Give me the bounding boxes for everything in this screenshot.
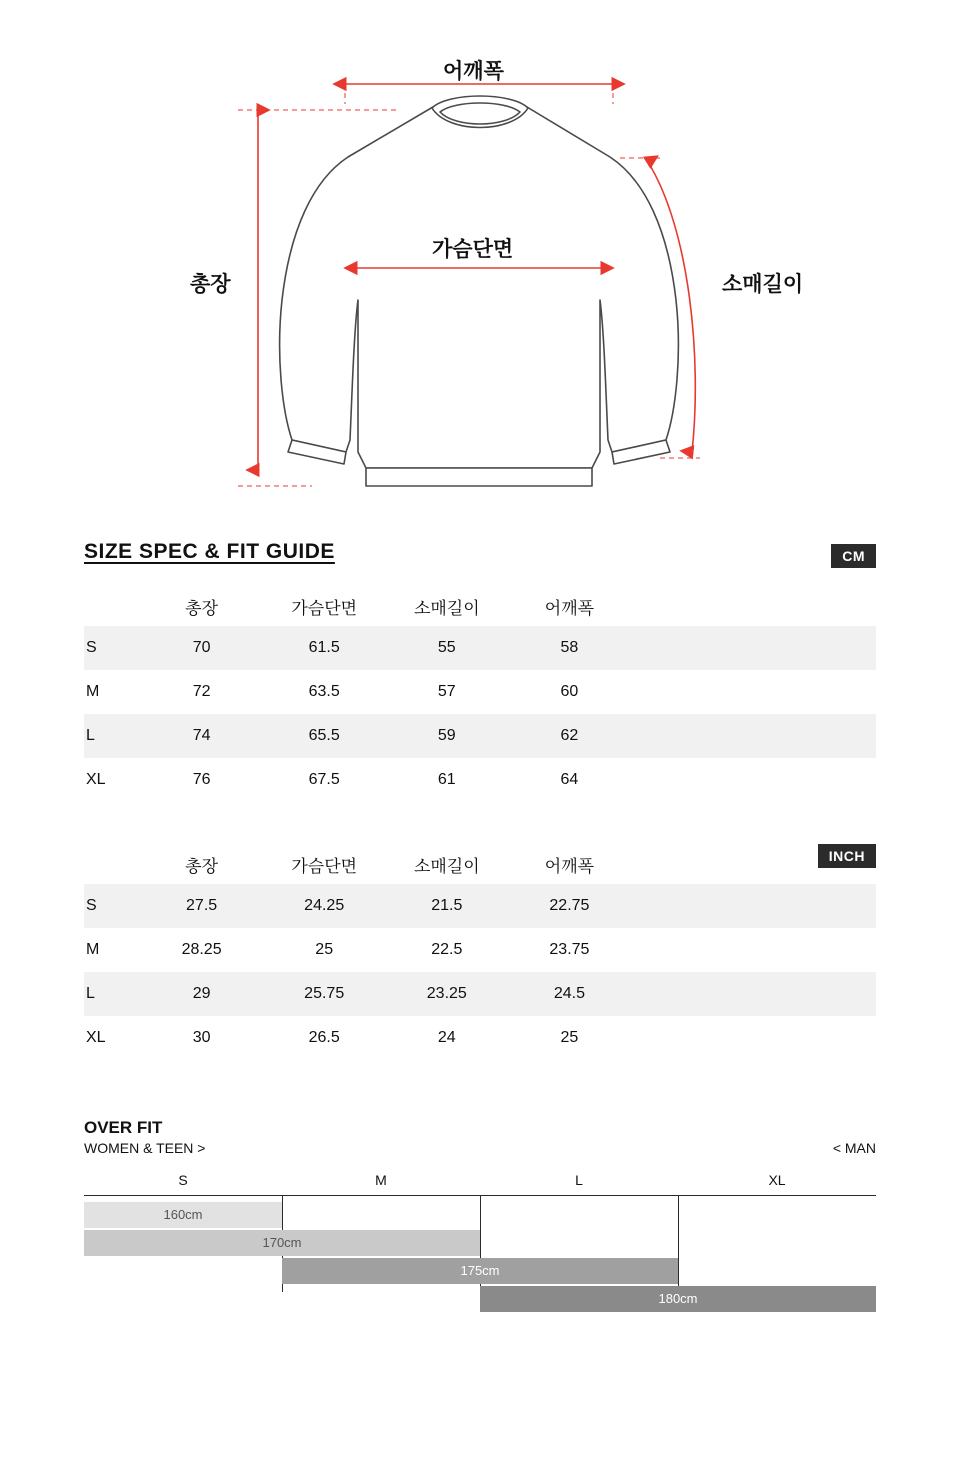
fit-bar-160cm: 160cm [84,1202,282,1228]
cell-size: L [84,714,140,758]
cell-chest: 24.25 [263,884,386,928]
col-pad-2 [753,586,876,626]
col-pad-1 [631,586,754,626]
cell-total-length: 74 [140,714,263,758]
fit-title: OVER FIT [84,1118,163,1137]
cell-sleeve: 55 [386,626,509,670]
cell-chest: 26.5 [308,1029,340,1046]
table-row [84,1016,876,1060]
fit-subtitle-right: < MAN [832,1140,876,1156]
table-row [84,626,876,670]
cell-pad-1 [631,670,754,714]
cell-pad-2 [753,884,876,928]
cell-size: S [84,626,140,670]
fit-axis [84,1170,876,1196]
cell-sleeve: 61 [437,771,456,788]
cell-shoulder: 23.75 [549,941,590,958]
cell-pad-1 [631,972,754,1016]
fit-divider-l-xl [678,1196,679,1292]
cell-total-length: 28.25 [181,941,222,958]
size-spec-section [0,540,960,802]
fit-bars [84,1196,876,1308]
cell-shoulder: 24.5 [508,972,631,1016]
cell-pad-1 [631,758,754,802]
table-row [84,884,876,928]
table-header-row [84,844,876,884]
label-shoulder-width: 어깨폭 [443,60,504,83]
cell-pad-2 [753,714,876,758]
cell-pad-1 [631,1016,754,1060]
cell-total-length: 29 [140,972,263,1016]
col-size [84,586,140,626]
cell-sleeve: 21.5 [386,884,509,928]
col-total-length: 총장 [185,856,219,876]
cell-shoulder: 62 [508,714,631,758]
label-sleeve-length: 소매길이 [722,273,804,296]
col-shoulder: 어깨폭 [544,598,595,618]
label-chest-width: 가슴단면 [432,238,514,261]
cell-size: M [86,941,100,958]
label-total-length: 총장 [190,273,231,296]
cell-chest: 63.5 [308,683,340,700]
table-row [84,972,876,1016]
cell-chest: 61.5 [263,626,386,670]
cell-sleeve: 59 [386,714,509,758]
page-title: SIZE SPEC & FIT GUIDE [84,540,335,563]
cell-chest: 67.5 [308,771,340,788]
cell-shoulder: 64 [560,771,579,788]
cell-pad-2 [753,1016,876,1060]
col-chest: 가슴단면 [291,856,358,876]
cell-chest: 25.75 [263,972,386,1016]
cell-sleeve: 57 [437,683,456,700]
table-header-row [84,586,876,626]
cell-pad-1 [631,884,754,928]
cell-sleeve: 22.5 [431,941,463,958]
cell-total-length: 72 [192,683,211,700]
col-size [84,844,140,884]
table-row [84,928,876,972]
cell-pad-2 [753,928,876,972]
table-row [84,714,876,758]
garment-measurement-diagram [0,0,960,540]
unit-badge-cm: CM [831,544,876,568]
cell-total-length: 27.5 [140,884,263,928]
cell-pad-2 [753,972,876,1016]
cell-chest: 65.5 [263,714,386,758]
cell-total-length: 30 [192,1029,211,1046]
cell-total-length: 70 [140,626,263,670]
fit-bar-170cm: 170cm [84,1230,480,1256]
col-pad-1 [631,844,754,884]
cell-pad-1 [631,928,754,972]
cell-pad-2 [753,758,876,802]
table-row [84,758,876,802]
size-table-inch [84,844,876,1060]
cell-sleeve: 24 [437,1029,456,1046]
size-table-cm [84,586,876,802]
col-total-length: 총장 [185,598,219,618]
unit-badge-inch: INCH [818,844,876,868]
cell-size: XL [86,1029,106,1046]
col-chest: 가슴단면 [291,598,358,618]
fit-subtitle-left: WOMEN & TEEN > [84,1140,206,1156]
fit-axis-label-l: L [575,1172,583,1188]
col-shoulder: 어깨폭 [544,856,595,876]
fit-guide-section [0,1118,960,1310]
fit-axis-label-xl: XL [768,1172,786,1188]
cell-pad-1 [631,714,754,758]
cell-sleeve: 23.25 [386,972,509,1016]
cell-shoulder: 60 [560,683,579,700]
cell-size: M [86,683,100,700]
cell-size: L [84,972,140,1016]
cell-shoulder: 58 [508,626,631,670]
fit-chart [84,1170,876,1310]
cell-size: S [84,884,140,928]
fit-axis-label-s: S [178,1172,188,1188]
table-row [84,670,876,714]
cell-pad-2 [753,626,876,670]
cell-pad-2 [753,670,876,714]
col-sleeve: 소매길이 [413,598,480,618]
fit-bar-175cm: 175cm [282,1258,678,1284]
size-spec-inch-section [0,844,960,1060]
cell-size: XL [86,771,106,788]
fit-bar-180cm: 180cm [480,1286,876,1312]
cell-chest: 25 [315,941,334,958]
cell-pad-1 [631,626,754,670]
fit-axis-label-m: M [375,1172,387,1188]
cell-shoulder: 25 [560,1029,579,1046]
col-sleeve: 소매길이 [413,856,480,876]
cell-total-length: 76 [192,771,211,788]
cell-shoulder: 22.75 [508,884,631,928]
